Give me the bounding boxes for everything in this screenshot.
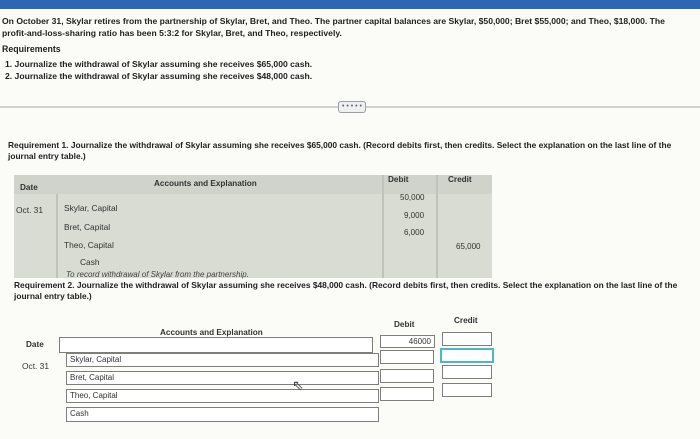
journal-1-account-4[interactable]: Cash <box>80 257 100 267</box>
journal-1-debit-2[interactable]: 9,000 <box>404 211 425 220</box>
journal-1-account-3[interactable]: Theo, Capital <box>64 240 114 250</box>
journal-2-account-3[interactable]: Theo, Capital <box>66 389 379 403</box>
requirements-heading: Requirements <box>2 44 61 54</box>
requirements-list <box>5 58 312 82</box>
journal-2-debit-3[interactable] <box>380 369 434 383</box>
journal-table-2 <box>14 315 494 439</box>
journal-2-credit-4[interactable] <box>442 383 492 397</box>
header-accounts: Accounts and Explanation <box>154 179 257 188</box>
header-date-2: Date <box>26 340 44 349</box>
header-debit: Debit <box>388 175 409 184</box>
journal-1-account-2[interactable]: Bret, Capital <box>64 222 111 232</box>
journal-2-date: Oct. 31 <box>22 361 49 371</box>
journal-2-debit-4[interactable] <box>380 387 434 401</box>
journal-2-header-input[interactable] <box>59 337 373 353</box>
header-credit: Credit <box>448 175 472 184</box>
journal-1-debit-1[interactable]: 50,000 <box>400 193 425 202</box>
requirement-2-prompt: Requirement 2. Journalize the withdrawal of Skylar assuming she receives $48,000 cash. (Record debits first, then credits. Select the explanation on the last line of the journal entry table.) <box>14 280 678 301</box>
credit-column-line <box>436 175 438 278</box>
header-accounts-2: Accounts and Explanation <box>160 328 263 337</box>
journal-2-credit-3[interactable] <box>442 365 492 379</box>
journal-2-account-4[interactable]: Cash <box>66 407 379 422</box>
requirement-1: 1. Journalize the withdrawal of Skylar assuming she receives $65,000 cash. <box>5 59 313 69</box>
journal-1-debit-3[interactable]: 6,000 <box>404 228 425 237</box>
requirement-2: 2. Journalize the withdrawal of Skylar assuming she receives $48,000 cash. <box>5 71 313 81</box>
journal-2-debit-1[interactable]: 46000 <box>380 335 435 348</box>
date-column-line <box>56 194 58 278</box>
journal-1-explanation[interactable]: To record withdrawal of Skylar from the partnership. <box>66 270 249 279</box>
problem-statement: On October 31, Skylar retires from the partnership of Skylar, Bret, and Theo. The partner capital balances are Skylar, $50,000; Bret $55,000; and Theo, $18,000. The profit-and-loss-sharing ratio has been 5:3:2 for Skylar, Bret, and Theo, respectively. <box>2 16 665 38</box>
journal-1-account-1[interactable]: Skylar, Capital <box>64 203 118 213</box>
header-debit-2: Debit <box>394 320 415 329</box>
requirement-1-prompt: Requirement 1. Journalize the withdrawal of Skylar assuming she receives $65,000 cash. (Record debits first, then credits. Select the explanation on the last line of the journal entry table.) <box>8 140 672 161</box>
journal-2-account-2[interactable]: Bret, Capital <box>66 371 379 385</box>
journal-1-date: Oct. 31 <box>16 205 43 215</box>
expand-dots-button[interactable]: • • • • • <box>338 101 366 113</box>
top-bar <box>0 0 700 9</box>
journal-table-1 <box>14 175 492 278</box>
journal-2-credit-1[interactable] <box>442 332 492 346</box>
journal-2-credit-2[interactable] <box>440 348 494 363</box>
header-date: Date <box>20 183 38 192</box>
journal-2-account-1[interactable]: Skylar, Capital <box>66 353 379 367</box>
debit-column-line <box>382 175 384 278</box>
journal-2-debit-2[interactable] <box>380 350 434 364</box>
journal-1-credit-4[interactable]: 65,000 <box>456 242 481 251</box>
mouse-pointer-icon: ⇖ <box>292 377 304 393</box>
header-credit-2: Credit <box>454 316 478 325</box>
